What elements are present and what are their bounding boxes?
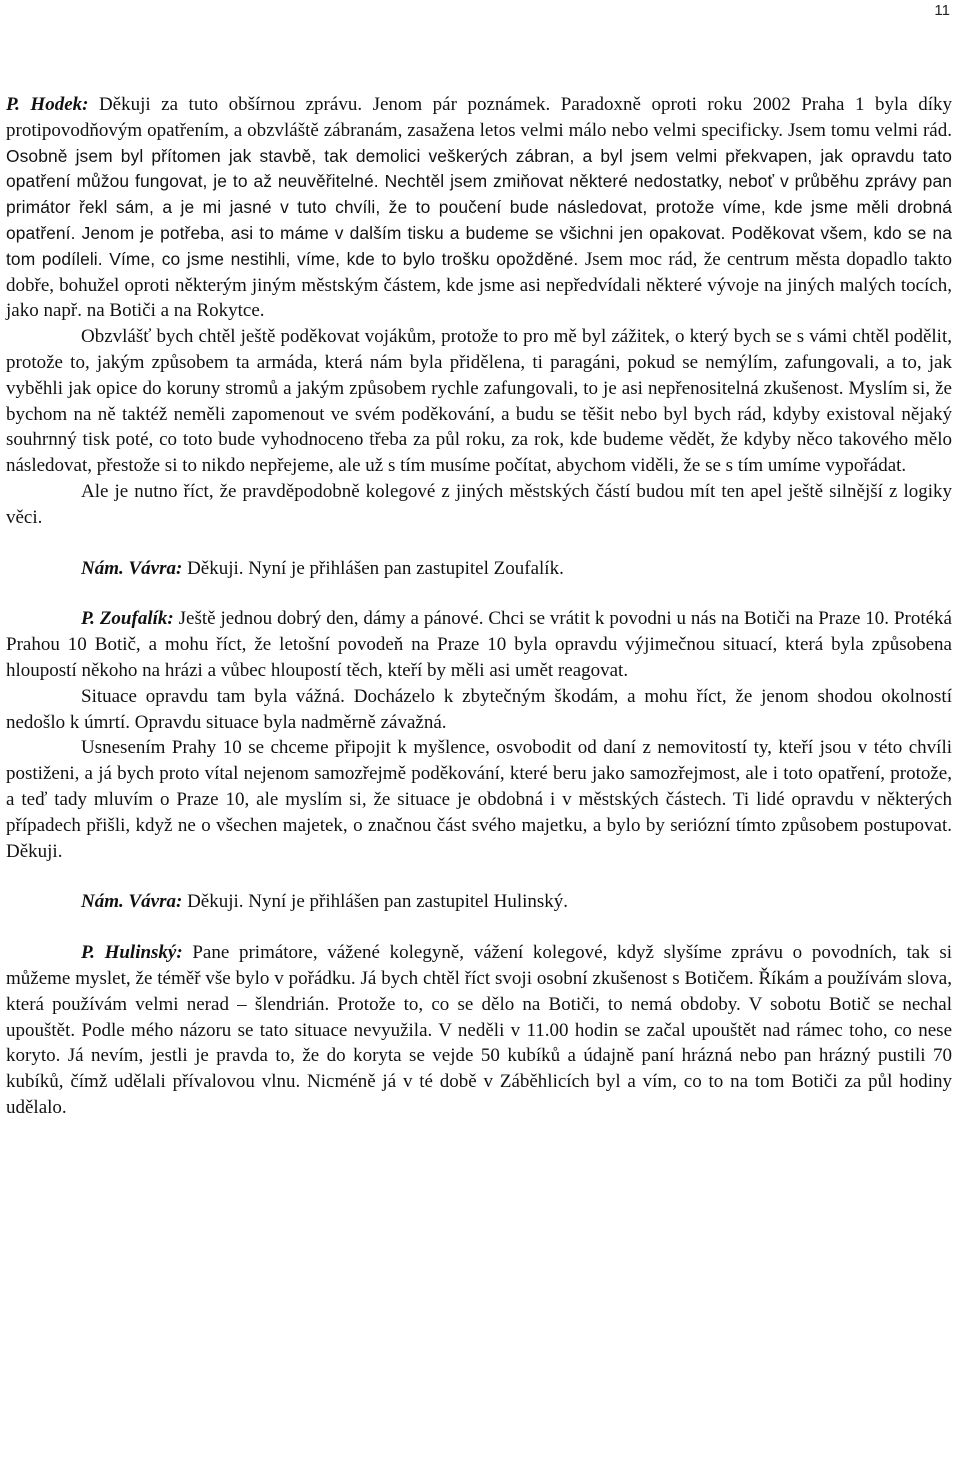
paragraph-text: Ještě jednou dobrý den, dámy a pánové. Chci se vrátit k povodni u nás na Botiči na Praze 10. Protéká Prahou 10 Botič, a mohu říct, že letošní povodeň na Praze 10 byla opravdu výjimečnou situací, která byla způsobena hloupostí někoho na hrázi a vůbec hloupostí těch, kteří by měli asi umět reagovat. <box>6 608 952 681</box>
speaker-label: Nám. Vávra: <box>81 557 183 579</box>
paragraph-text: Osobně jsem byl přítomen jak stavbě, tak demolici veškerých zábran, a byl jsem velmi překvapen, jak opravdu tato opatření můžou fungovat, je to až neuvěřitelné. Nechtěl jsem zmiňovat některé nedostatky, neboť v průběhu zprávy pan primátor řekl sám, a je mi jasné v tuto chvíli, že to poučení bude následovat, protože víme, kde jsme měli drobná opatření. Jenom je potřeba, asi to máme v dalším tisku a budeme se všichni jen opakovat. Poděkovat všem, kdo se na tom podíleli. Víme, co jsme nestihli, víme, kde to bylo trošku opožděné. <box>6 145 952 269</box>
paragraph-hodek-3 <box>6 479 952 531</box>
paragraph-text: Usnesením Prahy 10 se chceme připojit k myšlence, osvobodit od daní z nemovitostí ty, kteří jsou v této chvíli postiženi, a já bych proto vítal nejenom samozřejmě poděkování, které beru jako samozřejmost, ale i toto opatření, protože, a teď tady mluvím o Praze 10, ale myslím si, že situace je obdobná i v městských částech. Ti lidé opravdu v některých případech přišli, když ne o všechen majetek, o značnou část svého majetku, a bylo by seriózní tímto způsobem postupovat. Děkuji. <box>6 737 952 862</box>
paragraph-vavra-2 <box>6 889 952 915</box>
paragraph-text: Děkuji. Nyní je přihlášen pan zastupitel Zoufalík. <box>182 557 564 579</box>
paragraph-hulinsky-1 <box>6 940 952 1121</box>
paragraph-hodek-2 <box>6 324 952 479</box>
speaker-label: P. Zoufalík: <box>81 608 174 630</box>
paragraph-text: Děkuji. Nyní je přihlášen pan zastupitel Hulinský. <box>182 891 569 913</box>
paragraph-zoufalik-1 <box>6 606 952 683</box>
page-number: 11 <box>934 2 950 19</box>
paragraph-text: Obzvlášť bych chtěl ještě poděkovat vojákům, protože to pro mě byl zážitek, o který bych se s vámi chtěl podělit, protože to, jakým způsobem ta armáda, která nám byla přidělena, ti paragáni, pokud se nemýlím, zafungovali, a to, jak vyběhli jak opice do koruny stromů a jakým způsobem rychle zafungovali, to je asi nepřenositelná zkušenost. Myslím si, že bychom na ně taktéž neměli zapomenout ve svém poděkování, a budu se těšit nebo byl bych rád, kdyby existoval nějaký souhrnný tisk poté, co toto bude vyhodnoceno třeba za půl roku, za rok, kde budeme vědět, že kdyby něco takového mělo následovat, přestože si to nikdo nepřejeme, ale už s tím musíme počítat, abychom viděli, že se s tím umíme vypořádat. <box>6 326 952 477</box>
paragraph-text: Ale je nutno říct, že pravděpodobně kolegové z jiných městských částí budou mít ten apel ještě silnější z logiky věci. <box>6 480 952 528</box>
paragraph-text: Děkuji za tuto obšírnou zprávu. Jenom pár poznámek. Paradoxně oproti roku 2002 Praha 1 byla díky protipovodňovým opatřením, a obzvláště zábranám, zasažena letos velmi málo nebo velmi specificky. Jsem tomu velmi rád. <box>6 94 952 141</box>
paragraph-text: Pane primátore, vážené kolegyně, vážení kolegové, když slyšíme zprávu o povodních, tak si můžeme myslet, že téměř vše bylo v pořádku. Já bych chtěl říct svoji osobní zkušenost s Botičem. Říkám a používám slova, která používám velmi nerad – šlendrián. Protože to, co se dělo na Botiči, to nemá obdoby. V sobotu Botič se nechal upouštět. Podle mého názoru se tato situace nevyužila. V neděli v 11.00 hodin se začal upouštět nad rámec toho, co nese koryto. Já nevím, jestli je pravda to, že do koryta se vejde 50 kubíků a údajně paní hrázná nebo pan hrázný pustili 70 kubíků, čímž udělali přívalovou vlnu. Nicméně já v té době v Záběhlicích byl a vím, co to na tom Botiči za půl hodiny udělalo. <box>6 942 953 1118</box>
paragraph-text: Situace opravdu tam byla vážná. Docházelo k zbytečným škodám, a mohu říct, že jenom shodou okolností nedošlo k úmrtí. Opravdu situace byla nadměrně závažná. <box>6 685 952 733</box>
paragraph-zoufalik-3 <box>6 735 952 864</box>
speaker-label: P. Hodek: <box>6 94 89 115</box>
paragraph-vavra-1 <box>6 556 952 582</box>
speaker-label: Nám. Vávra: <box>81 891 183 913</box>
paragraph-hodek-1 <box>6 92 952 324</box>
paragraph-text: Jsem moc rád, že centrum města dopadlo takto dobře, bohužel oproti některým jiným městským částem, kde jsme asi nepředvídali některé vývoje na jiných malých tocích, jako např. na Botiči a na Rokytce. <box>6 248 952 322</box>
document-body <box>6 92 952 1121</box>
speaker-label: P. Hulinský: <box>81 942 183 964</box>
paragraph-zoufalik-2 <box>6 684 952 736</box>
